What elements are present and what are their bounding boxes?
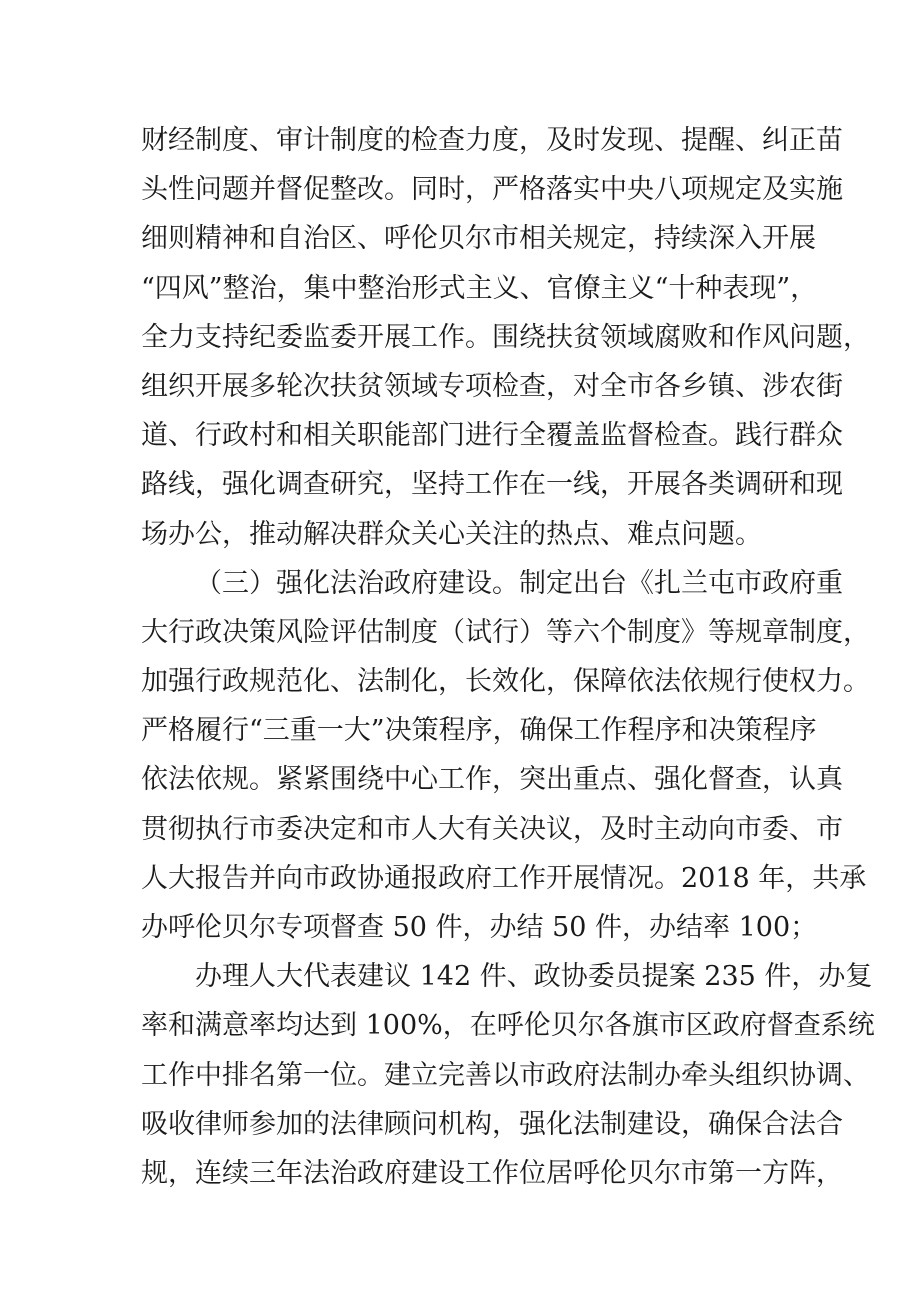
paragraph-first-line: （三）强化法治政府建设。制定出台《扎兰屯市政府重: [195, 567, 843, 599]
paragraph-first-line: 办理人大代表建议 142 件、政协委员提案 235 件，办复: [195, 961, 873, 993]
text-line: 细则精神和自治区、呼伦贝尔市相关规定，持续深入开展: [141, 223, 816, 255]
text-line: 规，连续三年法治政府建设工作位居呼伦贝尔市第一方阵，: [141, 1157, 843, 1189]
text-line: 办呼伦贝尔专项督查 50 件，办结 50 件，办结率 100；: [141, 912, 818, 943]
text-line: 贯彻执行市委决定和市人大有关决议，及时主动向市委、市: [141, 813, 843, 845]
text-line: 工作中排名第一位。建立完善以市政府法制办牵头组织协调、: [141, 1059, 870, 1091]
text-line: 率和满意率均达到 100%，在呼伦贝尔各旗市区政府督查系统: [141, 1010, 875, 1042]
text-line: 全力支持纪委监委开展工作。围绕扶贫领域腐败和作风问题，: [141, 321, 870, 353]
text-line: 组织开展多轮次扶贫领域专项检查，对全市各乡镇、涉农街: [141, 370, 843, 402]
text-line: 吸收律师参加的法律顾问机构，强化法制建设，确保合法合: [141, 1108, 843, 1140]
body-text: [141, 116, 875, 1198]
text-line: 加强行政规范化、法制化，长效化，保障依法依规行使权力。: [141, 666, 870, 698]
text-line: 财经制度、审计制度的检查力度，及时发现、提醒、纠正苗: [141, 125, 843, 156]
text-line: 人大报告并向市政协通报政府工作开展情况。2018 年，共承: [141, 862, 867, 894]
text-line: 场办公，推动解决群众关心关注的热点、难点问题。: [141, 518, 762, 550]
text-line: “四风”整治，集中整治形式主义、官僚主义“十种表现”，: [141, 272, 818, 304]
text-line: 路线，强化调查研究，坚持工作在一线，开展各类调研和现: [141, 469, 843, 501]
text-line: 依法依规。紧紧围绕中心工作，突出重点、强化督查，认真: [141, 764, 843, 796]
text-line: 严格履行“三重一大”决策程序，确保工作程序和决策程序: [141, 715, 817, 747]
text-line: 道、行政村和相关职能部门进行全覆盖监督检查。践行群众: [141, 420, 843, 452]
text-line: 大行政决策风险评估制度（试行）等六个制度》等规章制度，: [141, 616, 870, 648]
text-line: 头性问题并督促整改。同时，严格落实中央八项规定及实施: [141, 174, 843, 206]
